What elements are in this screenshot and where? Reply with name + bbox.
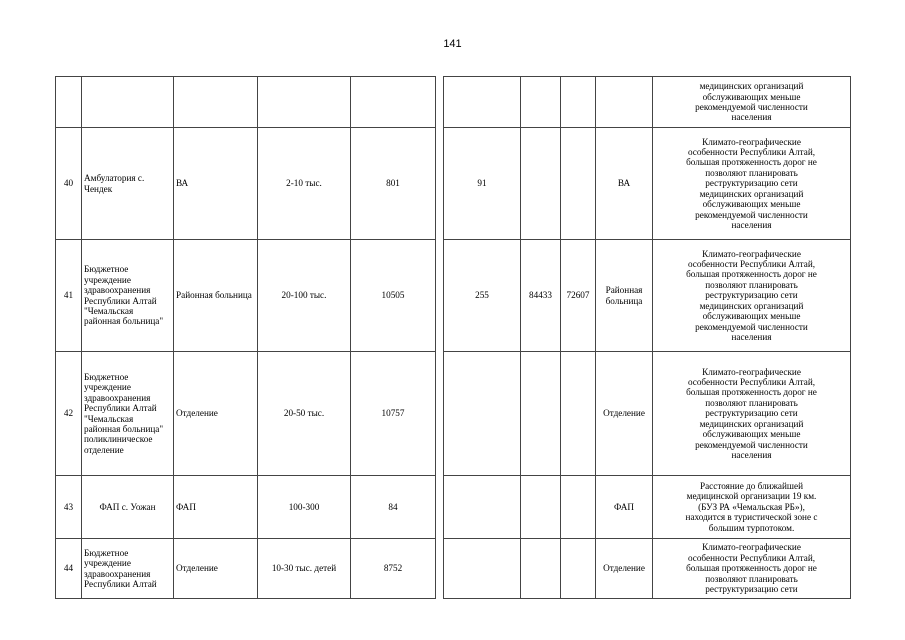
column-gap: [436, 128, 444, 240]
cell-num: 43: [56, 476, 82, 539]
table-row: [56, 77, 851, 128]
cell-num: [56, 77, 82, 128]
cell-type2: [596, 77, 653, 128]
column-gap: [436, 240, 444, 352]
cell-type2: ФАП: [596, 476, 653, 539]
cell-type: ВА: [174, 128, 258, 240]
cell-num: 40: [56, 128, 82, 240]
cell-v1: 10757: [351, 352, 436, 476]
cell-name: ФАП с. Уожан: [82, 476, 174, 539]
table-row: [56, 352, 851, 476]
cell-type: ФАП: [174, 476, 258, 539]
cell-v2: [444, 476, 521, 539]
cell-name: Амбулатория с. Чендек: [82, 128, 174, 240]
cell-v1: 10505: [351, 240, 436, 352]
cell-v2: 255: [444, 240, 521, 352]
column-gap: [436, 539, 444, 599]
cell-population: 100-300: [258, 476, 351, 539]
cell-v4: 72607: [561, 240, 596, 352]
cell-population: 10-30 тыс. детей: [258, 539, 351, 599]
cell-v1: [351, 77, 436, 128]
cell-reason: Расстояние до ближайшей медицинской организации 19 км. (БУЗ РА «Чемальская РБ»), находится в туристической зоне с большим турпотоком.: [653, 476, 851, 539]
cell-v2: [444, 539, 521, 599]
cell-type: Отделение: [174, 352, 258, 476]
cell-num: 41: [56, 240, 82, 352]
column-gap: [436, 77, 444, 128]
cell-v2: [444, 352, 521, 476]
table-row: [56, 539, 851, 599]
cell-v1: 84: [351, 476, 436, 539]
cell-v3: [521, 128, 561, 240]
cell-name: Бюджетное учреждение здравоохранения Республики Алтай "Чемальская районная больница": [82, 240, 174, 352]
table-row: [56, 240, 851, 352]
cell-v3: [521, 539, 561, 599]
cell-v3: [521, 476, 561, 539]
cell-name: Бюджетное учреждение здравоохранения Республики Алтай "Чемальская районная больница" поликлиническое отделение: [82, 352, 174, 476]
cell-v4: [561, 352, 596, 476]
column-gap: [436, 476, 444, 539]
table-row: [56, 476, 851, 539]
cell-v3: [521, 352, 561, 476]
page-number: 141: [443, 38, 462, 50]
cell-reason: Климато-географические особенности Республики Алтай, большая протяженность дорог не позволяют планировать реструктуризацию сети медицинских организаций обслуживающих меньше рекомендуемой численности населения: [653, 240, 851, 352]
cell-num: 42: [56, 352, 82, 476]
cell-reason: Климато-географические особенности Республики Алтай, большая протяженность дорог не позволяют планировать реструктуризацию сети медицинских организаций обслуживающих меньше рекомендуемой численности населения: [653, 352, 851, 476]
cell-population: 2-10 тыс.: [258, 128, 351, 240]
cell-num: 44: [56, 539, 82, 599]
cell-type2: ВА: [596, 128, 653, 240]
cell-reason: Климато-географические особенности Республики Алтай, большая протяженность дорог не позволяют планировать реструктуризацию сети: [653, 539, 851, 599]
cell-population: 20-100 тыс.: [258, 240, 351, 352]
cell-v4: [561, 539, 596, 599]
cell-type2: Отделение: [596, 352, 653, 476]
cell-v4: [561, 476, 596, 539]
cell-v3: 84433: [521, 240, 561, 352]
table-row: [56, 128, 851, 240]
column-gap: [436, 352, 444, 476]
cell-type: [174, 77, 258, 128]
cell-population: 20-50 тыс.: [258, 352, 351, 476]
cell-type2: Отделение: [596, 539, 653, 599]
cell-type2: Районная больница: [596, 240, 653, 352]
cell-v2: 91: [444, 128, 521, 240]
cell-type: Районная больница: [174, 240, 258, 352]
cell-type: Отделение: [174, 539, 258, 599]
cell-v1: 801: [351, 128, 436, 240]
cell-v1: 8752: [351, 539, 436, 599]
medical-organizations-table: [55, 76, 851, 599]
cell-name: Бюджетное учреждение здравоохранения Республики Алтай: [82, 539, 174, 599]
cell-v3: [521, 77, 561, 128]
cell-reason: медицинских организаций обслуживающих меньше рекомендуемой численности населения: [653, 77, 851, 128]
cell-v2: [444, 77, 521, 128]
cell-population: [258, 77, 351, 128]
cell-v4: [561, 77, 596, 128]
cell-v4: [561, 128, 596, 240]
cell-name: [82, 77, 174, 128]
cell-reason: Климато-географические особенности Республики Алтай, большая протяженность дорог не позволяют планировать реструктуризацию сети медицинских организаций обслуживающих меньше рекомендуемой численности населения: [653, 128, 851, 240]
